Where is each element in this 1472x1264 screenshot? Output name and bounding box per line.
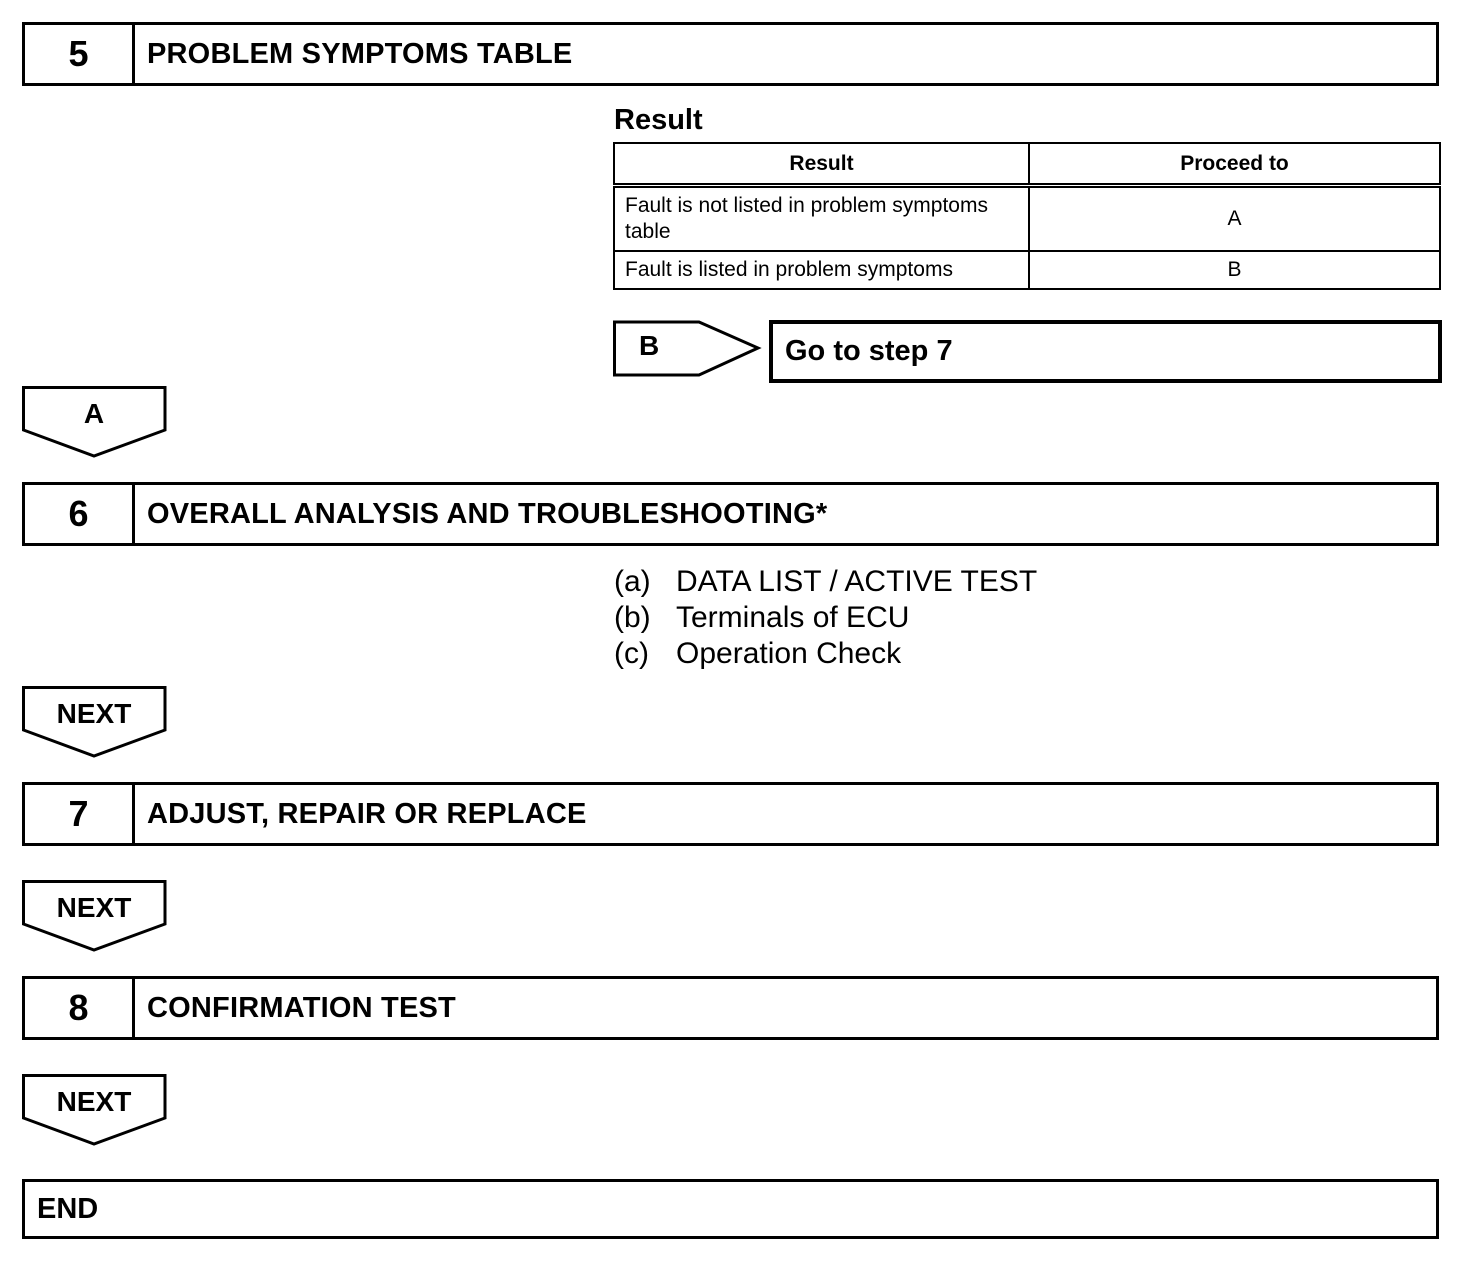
- step-title: ADJUST, REPAIR OR REPLACE: [147, 797, 587, 830]
- result-table: [613, 142, 1441, 290]
- table-header-row: [614, 143, 1440, 186]
- arrow-label: NEXT: [56, 1086, 132, 1117]
- list-item: [614, 564, 1037, 600]
- list-marker: (c): [614, 637, 649, 670]
- step-title: OVERALL ANALYSIS AND TROUBLESHOOTING*: [147, 497, 828, 530]
- list-item: [614, 636, 1037, 672]
- table-row: [614, 251, 1440, 289]
- next-arrow: [22, 686, 168, 758]
- list-text: Operation Check: [676, 637, 902, 670]
- branch-b-arrow: [613, 320, 763, 378]
- step-number: 7: [25, 785, 135, 843]
- branch-b-label: B: [639, 330, 660, 361]
- goto-step-box: Go to step 7: [769, 320, 1442, 383]
- next-arrow: [22, 880, 168, 952]
- column-header-proceed: Proceed to: [1029, 143, 1440, 186]
- list-marker: (a): [614, 565, 651, 598]
- analysis-list: [614, 564, 1037, 672]
- proceed-cell: B: [1029, 251, 1440, 289]
- step-number: 5: [25, 25, 135, 83]
- column-header-result: Result: [614, 143, 1029, 186]
- step-title: PROBLEM SYMPTOMS TABLE: [147, 37, 573, 70]
- arrow-label: NEXT: [56, 892, 132, 923]
- step-number: 6: [25, 485, 135, 543]
- branch-a-arrow: [22, 386, 168, 458]
- list-text: DATA LIST / ACTIVE TEST: [676, 565, 1038, 598]
- step-7-box: [22, 782, 1439, 846]
- result-cell: Fault is listed in problem symptoms: [614, 251, 1029, 289]
- end-box: END: [22, 1179, 1439, 1239]
- proceed-cell: A: [1029, 186, 1440, 252]
- result-cell: Fault is not listed in problem symptoms table: [614, 186, 1029, 252]
- arrow-label: A: [83, 398, 105, 429]
- list-marker: (b): [614, 601, 651, 634]
- step-5-box: [22, 22, 1439, 86]
- step-title: CONFIRMATION TEST: [147, 991, 456, 1024]
- list-text: Terminals of ECU: [676, 601, 910, 634]
- step-number: 8: [25, 979, 135, 1037]
- step-8-box: [22, 976, 1439, 1040]
- arrow-label: NEXT: [56, 698, 132, 729]
- list-item: [614, 600, 1037, 636]
- table-row: [614, 186, 1440, 252]
- right-arrow-shape-icon: [613, 320, 763, 378]
- result-heading: Result: [614, 104, 703, 136]
- next-arrow: [22, 1074, 168, 1146]
- step-6-box: [22, 482, 1439, 546]
